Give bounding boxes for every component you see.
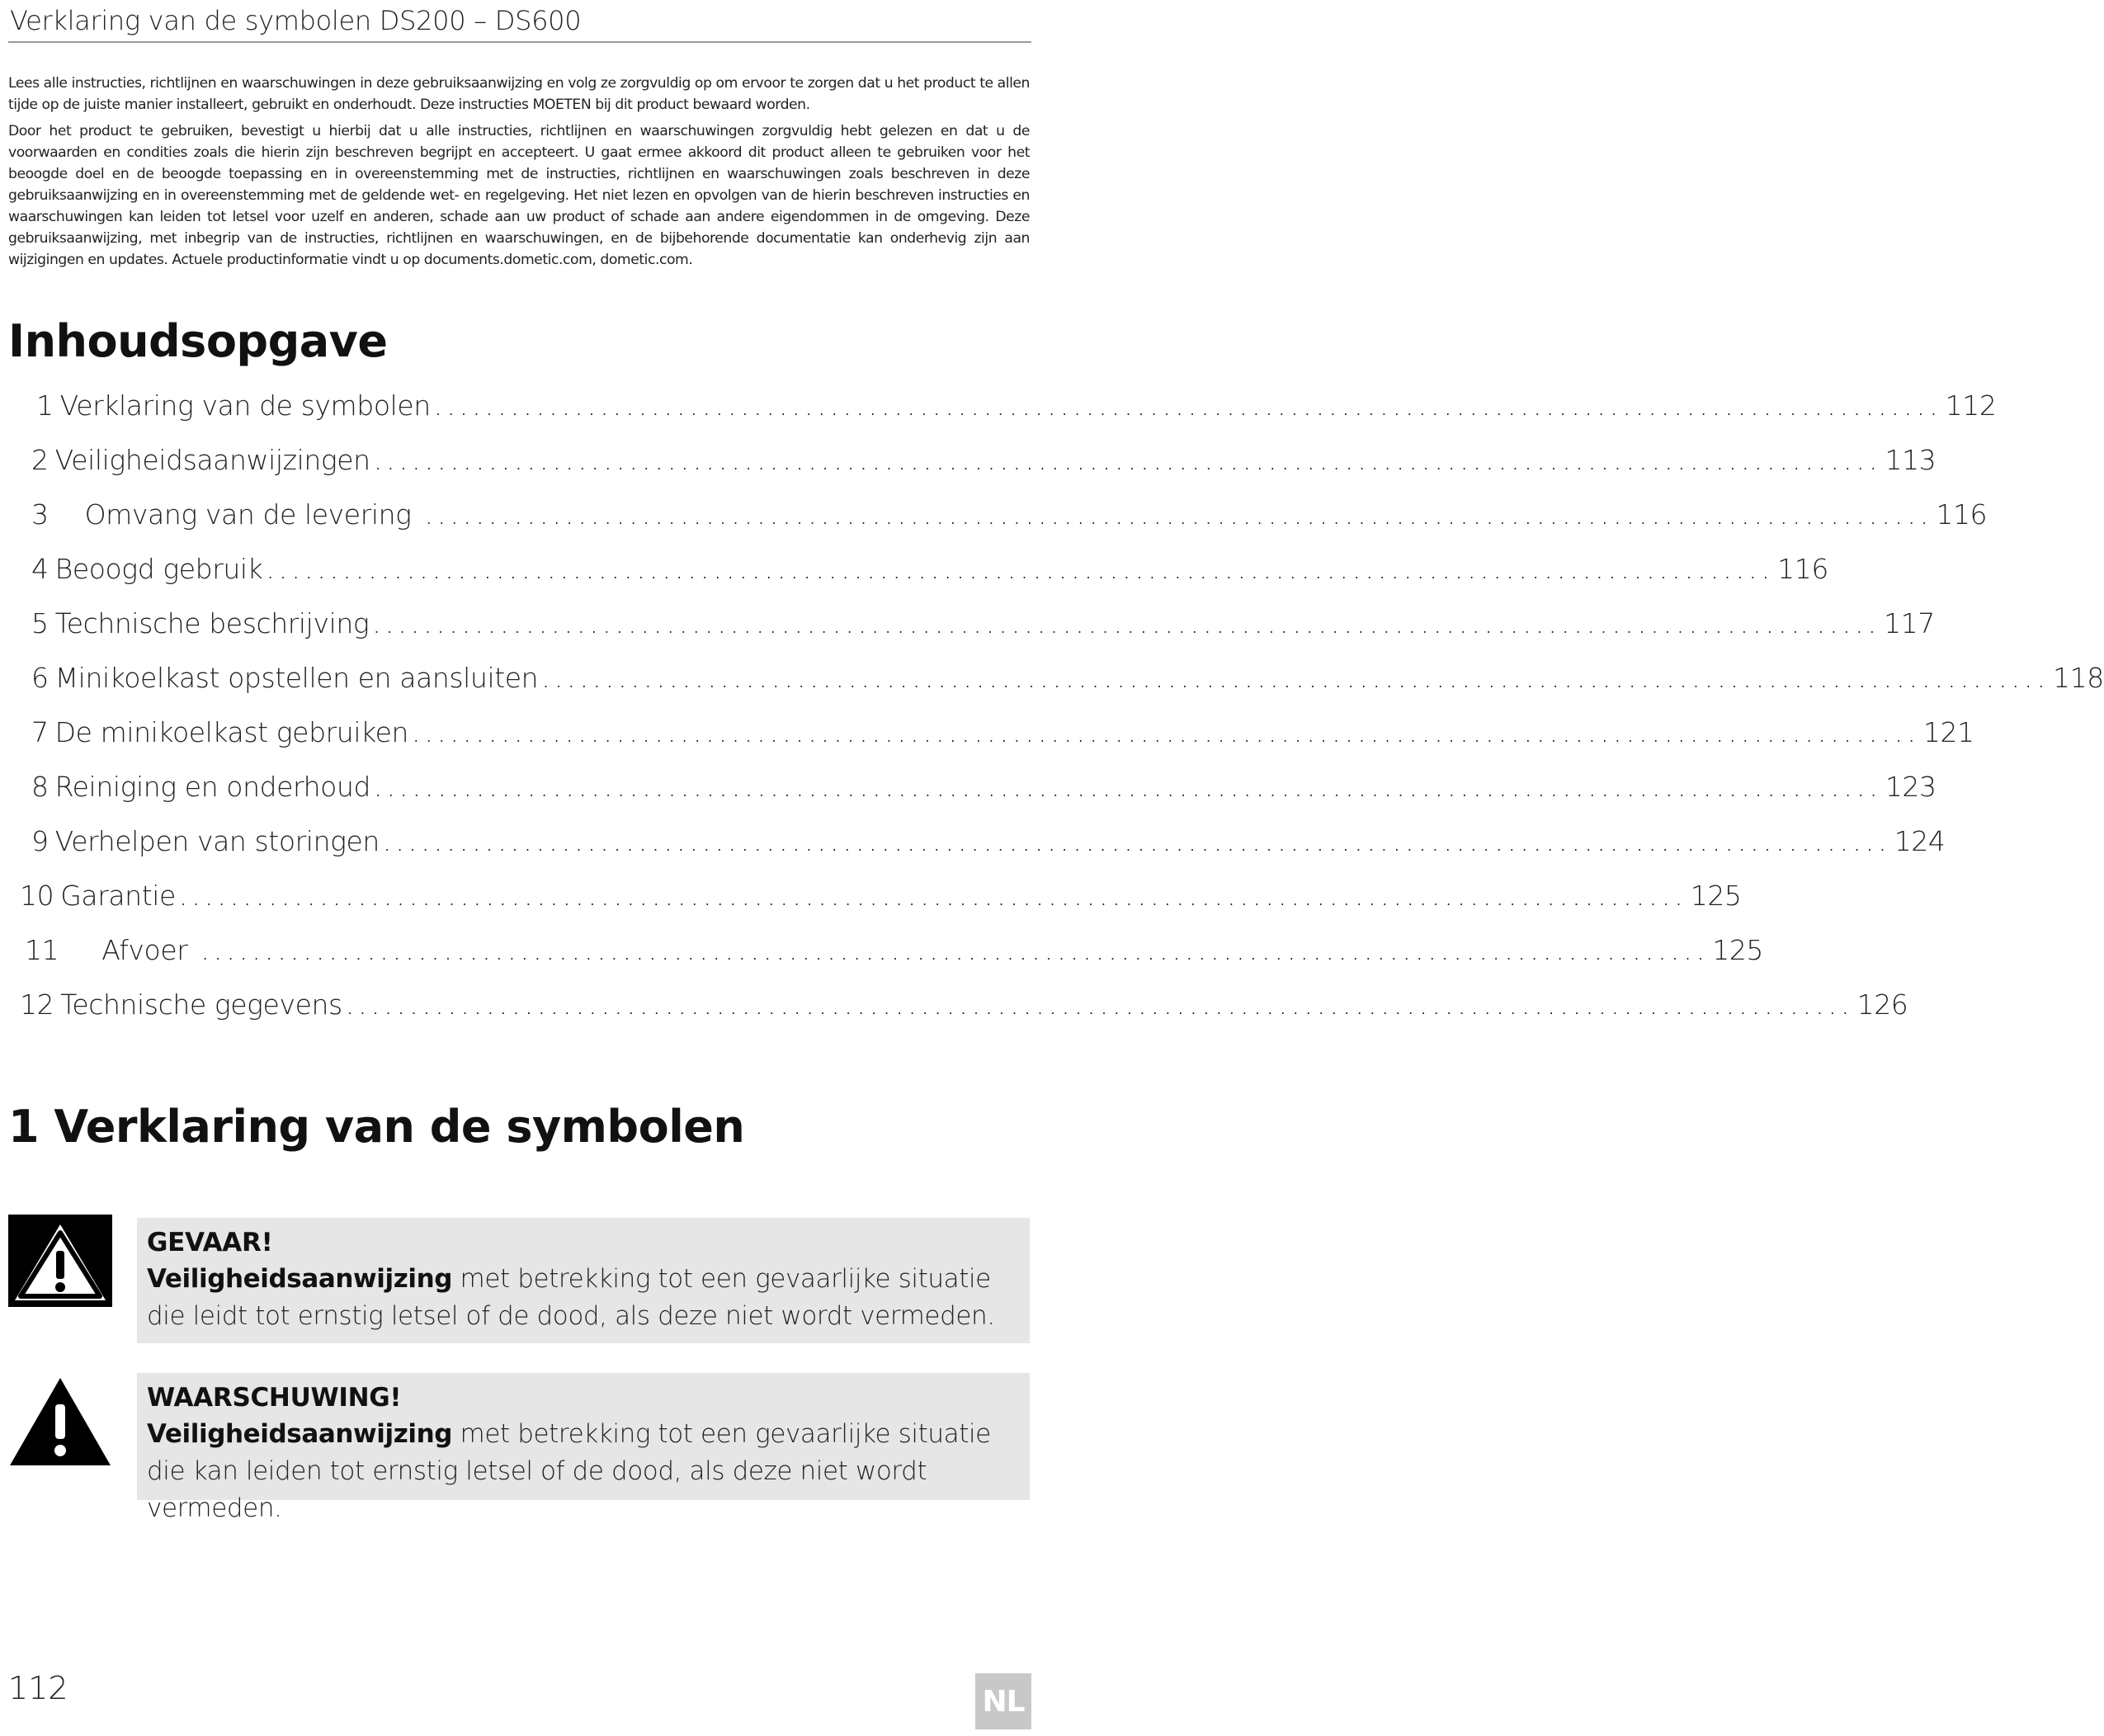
toc-entry[interactable]: [20, 880, 1742, 918]
toc-entry-page: 117: [1884, 607, 1935, 639]
danger-notice: [137, 1218, 1030, 1343]
toc-entry-label: Technische beschrijving: [54, 607, 370, 639]
toc-entry-label: Afvoer: [101, 934, 188, 966]
toc-entry-label: De minikoelkast gebruiken: [54, 716, 409, 748]
toc-entry[interactable]: [31, 498, 1988, 536]
running-header: Verklaring van de symbolen DS200 – DS600: [10, 5, 582, 36]
toc-entry-page: 118: [2053, 662, 2104, 694]
toc-entry-page: 126: [1856, 988, 1908, 1021]
toc-entry-number: 2: [31, 444, 49, 476]
toc-entry[interactable]: [31, 716, 1974, 754]
toc-leader-dots: ......................................................................................................................: [382, 825, 1891, 857]
toc-entry-label: Verklaring van de symbolen: [59, 389, 431, 422]
warning-triangle-icon: [8, 1375, 112, 1467]
danger-warning-icon: [8, 1215, 112, 1307]
toc-title: Inhoudsopgave: [8, 315, 388, 367]
danger-lead: Veiligheidsaanwijzing: [147, 1264, 453, 1294]
warning-text: [147, 1416, 1020, 1527]
toc-entry[interactable]: [36, 389, 1997, 427]
toc-entry[interactable]: [20, 988, 1908, 1026]
section-title: 1 Verklaring van de symbolen: [8, 1101, 745, 1153]
toc-entry[interactable]: [31, 444, 1937, 482]
toc-leader-dots: ......................................................................................................................: [541, 662, 2050, 694]
toc-entry[interactable]: [31, 771, 1937, 809]
toc-entry-number: 11: [25, 934, 59, 966]
toc-entry-label: Beoogd gebruik: [54, 553, 263, 585]
toc-entry[interactable]: [31, 553, 1828, 591]
toc-entry-page: 124: [1894, 825, 1946, 857]
toc-entry[interactable]: [31, 662, 2104, 700]
danger-heading: GEVAAR!: [147, 1228, 273, 1257]
toc-entry-number: 4: [31, 553, 49, 585]
toc-entry-label: Minikoelkast opstellen en aansluiten: [54, 662, 539, 694]
toc-leader-dots: ......................................................................................................................: [433, 389, 1942, 422]
danger-body: met betrekking tot een gevaarlijke situatie die leidt tot ernstig letsel of de dood, als deze niet wordt vermeden.: [147, 1264, 995, 1331]
toc-entry-label: Technische gegevens: [60, 988, 342, 1021]
toc-entry-number: 1: [36, 389, 54, 422]
toc-entry-label: Omvang van de levering: [84, 498, 412, 531]
toc-entry-number: 12: [20, 988, 54, 1021]
toc-entry-number: 6: [31, 662, 49, 694]
toc-leader-dots: ......................................................................................................................: [412, 716, 1920, 748]
danger-text: [147, 1261, 1020, 1335]
toc-entry-number: 10: [20, 880, 54, 912]
toc-entry-number: 7: [31, 716, 49, 748]
toc-leader-dots: ......................................................................................................................: [372, 607, 1881, 639]
toc-entry[interactable]: [31, 825, 1946, 863]
toc-leader-dots: ......................................................................................................................: [424, 498, 1933, 531]
header-rule: [8, 41, 1031, 43]
toc-entry[interactable]: [31, 607, 1935, 645]
toc-entry-page: 121: [1922, 716, 1974, 748]
toc-entry-page: 112: [1945, 389, 1997, 422]
toc-leader-dots: ......................................................................................................................: [200, 934, 1710, 966]
toc-entry-page: 116: [1936, 498, 1988, 531]
toc-entry[interactable]: [25, 934, 1764, 972]
page-number: 112: [8, 1670, 68, 1706]
toc-leader-dots: ......................................................................................................................: [178, 880, 1687, 912]
language-badge: NL: [975, 1673, 1031, 1729]
toc-entry-page: 116: [1777, 553, 1828, 585]
toc-entry-number: 8: [31, 771, 49, 803]
intro-paragraph-2: Door het product te gebruiken, bevestigt u hierbij dat u alle instructies, richtlijnen en waarschuwingen zorgvuldig hebt gelezen en dat u de voorwaarden en condities zoals die hierin zijn beschreven begrijpt en accepteert. U gaat ermee akkoord dit product alleen te gebruiken voor het beoogde doel en de beoogde toepassing en in overeenstemming met de instructies, richtlijnen en waarschuwingen zoals beschreven in deze gebruiksaanwijzing en in overeenstemming met de geldende wet- en regelgeving. Het niet lezen en opvolgen van de hierin beschreven instructies en waarschuwingen kan leiden tot letsel voor uzelf en anderen, schade aan uw product of schade aan andere eigendommen in de omgeving. Deze gebruiksaanwijzing, met inbegrip van de instructies, richtlijnen en waarschuwingen, en de bijbehorende documentatie kan onderhevig zijn aan wijzigingen en updates. Actuele productinformatie vindt u op documents.dometic.com, dometic.com.: [8, 123, 1030, 268]
toc-leader-dots: ......................................................................................................................: [345, 988, 1854, 1021]
toc-entry-number: 9: [31, 825, 49, 857]
warning-heading: WAARSCHUWING!: [147, 1383, 402, 1413]
toc-entry-page: 123: [1885, 771, 1937, 803]
toc-entry-number: 3: [31, 498, 49, 531]
toc-entry-page: 113: [1885, 444, 1937, 476]
toc-entry-label: Garantie: [60, 880, 176, 912]
toc-leader-dots: ......................................................................................................................: [374, 771, 1882, 803]
warning-notice: [137, 1373, 1030, 1523]
toc-entry-page: 125: [1690, 880, 1742, 912]
intro-text: [8, 73, 1030, 276]
toc-entry-label: Verhelpen van storingen: [54, 825, 380, 857]
toc-leader-dots: ......................................................................................................................: [373, 444, 1882, 476]
toc-entry-number: 5: [31, 607, 49, 639]
intro-paragraph-1: Lees alle instructies, richtlijnen en waarschuwingen in deze gebruiksaanwijzing en volg ze zorgvuldig op om ervoor te zorgen dat u het product te allen tijde op de juiste manier installeert, gebruikt en onderhoudt. Deze instructies MOETEN bij dit product bewaard worden.: [8, 75, 1030, 113]
toc-entry-label: Reiniging en onderhoud: [54, 771, 371, 803]
toc-entry-label: Veiligheidsaanwijzingen: [54, 444, 370, 476]
warning-body: met betrekking tot een gevaarlijke situatie die kan leiden tot ernstig letsel of de dood, als deze niet wordt vermeden.: [147, 1419, 991, 1523]
toc-entry-page: 125: [1712, 934, 1764, 966]
warning-lead: Veiligheidsaanwijzing: [147, 1419, 453, 1449]
toc-leader-dots: ......................................................................................................................: [266, 553, 1775, 585]
